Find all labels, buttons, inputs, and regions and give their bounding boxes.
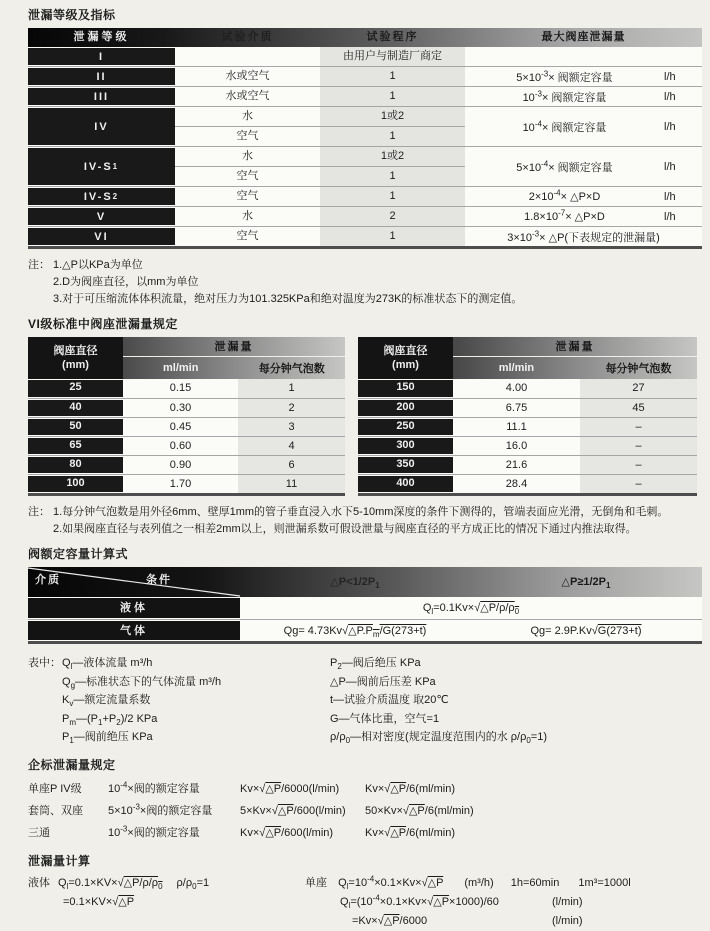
header-test-medium: 试验介质	[221, 31, 274, 43]
max-leakage-cell	[465, 187, 702, 206]
leakage-amount-label: 泄漏量	[453, 337, 697, 357]
diameter-cell: 400	[358, 476, 453, 492]
procedure-cell: 1	[320, 187, 465, 206]
legend-left-lines	[28, 654, 330, 747]
medium-procedure-cells	[175, 67, 465, 86]
liquid-label: 液体	[28, 598, 240, 618]
medium-cell: 空气	[236, 190, 259, 202]
medium-cell: 水	[242, 150, 253, 162]
valve-type-label: 套筒、双座	[28, 804, 83, 817]
gas-formula-1: $Qg= 4.73Kv√\triangle P.P_m/G(273+t)$	[283, 625, 427, 640]
diameter-cell: 40	[28, 400, 123, 416]
grade-cell: IV-S 2	[28, 188, 175, 205]
seat-diameter-unit: (mm)	[62, 359, 89, 371]
table-row	[28, 86, 702, 106]
section1-title: 泄漏等级及指标	[28, 8, 116, 22]
leakage-calculation	[28, 874, 702, 931]
table-row	[358, 474, 697, 493]
section4-title: 企标泄漏量规定	[28, 757, 116, 772]
bubbles-cell: 2	[238, 399, 345, 417]
legend-item: $P_2—$阀后绝压 KPa	[330, 657, 421, 672]
max-leakage-formula: $3\times 10^{-3}\times$ △P(下表规定的泄漏量)	[507, 228, 660, 244]
valve-type-label: 单座P IV级	[28, 782, 82, 795]
header-test-procedure: 试验程序	[366, 31, 419, 43]
sub-row	[175, 207, 465, 226]
table-row	[358, 436, 697, 455]
medium-label: 介质	[35, 574, 61, 586]
legend-item: t—试验介质温度 取20℃	[330, 694, 449, 706]
max-leakage-cell	[465, 47, 702, 66]
header-seat-diameter	[358, 337, 453, 379]
ml-min-cell: 6.75	[505, 402, 528, 414]
gas-label: 气体	[28, 621, 240, 640]
leakage-subheaders	[453, 357, 697, 379]
table-row	[28, 474, 345, 493]
unit-label: l/h	[664, 160, 676, 173]
rated-capacity-formula: $10^{-3}\times$阀的额定容量	[108, 823, 200, 839]
max-leakage-formula: $5\times 10^{-4}\times$ 阀额定容量	[516, 158, 613, 174]
note-label: 注：	[28, 506, 50, 518]
legend-item: $Q_l—$液体流量 m³/h	[62, 657, 153, 672]
diameter-cell: 80	[28, 457, 123, 473]
ml-min-cell: 0.30	[169, 402, 192, 414]
max-leakage-cell	[465, 87, 702, 106]
table-row	[28, 206, 702, 226]
standard-row	[28, 822, 702, 844]
bubbles-cell: –	[580, 475, 697, 493]
medium-cell: 水	[242, 210, 253, 222]
table-row	[28, 146, 702, 186]
procedure-cell: 2	[320, 207, 465, 226]
single-seat-label: 单座	[305, 876, 327, 889]
max-leakage-cell	[465, 227, 702, 246]
bubbles-cell: 1	[238, 379, 345, 398]
leakage-amount-label: 泄漏量	[123, 337, 345, 357]
grade-cell: VI	[28, 228, 175, 245]
medium-procedure-cells	[175, 47, 465, 66]
sub-row	[175, 47, 465, 66]
legend-right-column	[330, 654, 702, 747]
liquid-calc-formula1: $Q_l=0.1\times KV\times√\triangle P/\rho/\rho_0$	[58, 876, 163, 891]
max-leakage-formula: $10^{-3}\times$ 阀额定容量	[522, 88, 607, 104]
ml-min-cell: 0.15	[169, 382, 192, 394]
rated-capacity-table	[28, 567, 702, 644]
condition1-header: $\triangle P<1/2P_1$	[330, 576, 380, 591]
legend-item: $Q_g—$标准状态下的气体流量 m³/h	[62, 675, 222, 690]
table-row	[358, 398, 697, 417]
table-row	[28, 455, 345, 474]
liquid-formula: $Q_l=0.1Kv\times√\triangle P/\rho/\rho_0$	[422, 602, 520, 617]
seat-diameter-unit: (mm)	[392, 359, 419, 371]
ml-min-cell: 1.70	[169, 478, 192, 490]
header-leakage-group	[123, 337, 345, 379]
diameter-cell: 250	[358, 419, 453, 435]
max-leakage-cell	[465, 107, 702, 146]
bubbles-cell: 27	[580, 379, 697, 398]
medium-procedure-cells	[175, 227, 465, 246]
procedure-cell: 1	[320, 227, 465, 246]
header-seat-diameter	[28, 337, 123, 379]
note-text: 2.如果阀座直径与表列值之一相差2mm以上，则泄漏系数可假设泄量与阀座直径的平方成正比的情况下通过内推法取得。	[53, 523, 637, 535]
note-line	[28, 257, 702, 274]
unit-label: l/h	[664, 210, 676, 223]
liquid-calc-label: 液体	[28, 876, 50, 889]
volume-conversion: 1m³=1000l	[578, 876, 631, 889]
sub-row	[175, 87, 465, 106]
bubbles-cell: –	[580, 456, 697, 474]
medium-cell: 水或空气	[225, 70, 270, 82]
condition2-header: $\triangle P\ge 1/2P_1$	[561, 576, 611, 591]
max-leakage-formula: $10^{-4}\times$ 阀额定容量	[522, 118, 607, 134]
diameter-cell: 100	[28, 476, 123, 492]
note-line	[28, 291, 702, 308]
ml-min-cell: 21.6	[505, 459, 528, 471]
class6-table-left	[28, 337, 345, 496]
rated-capacity-header	[28, 567, 702, 597]
flow-formula-lmin: 5×Kv×√△P/600(l/min)	[240, 804, 346, 817]
legend-item: $K_v—$额定流量系数	[62, 694, 151, 709]
flow-formula-mlmin: Kv×√△P/6(ml/min)	[365, 826, 455, 839]
bubbles-cell: –	[580, 437, 697, 455]
seat-diameter-label: 阀座直径	[383, 345, 428, 357]
max-leakage-cell	[465, 207, 702, 226]
bubbles-cell: 45	[580, 399, 697, 417]
table-row	[28, 186, 702, 206]
ml-min-label: ml/min	[498, 362, 535, 374]
bubbles-cell: 4	[238, 437, 345, 455]
bubbles-cell: –	[580, 418, 697, 436]
legend-item: $P_1—$阀前绝压 KPa	[62, 731, 153, 746]
sub-row	[175, 147, 465, 166]
medium-procedure-cells	[175, 147, 465, 186]
valve-type-label: 三通	[28, 826, 50, 839]
flow-formula-mlmin: Kv×√△P/6(ml/min)	[365, 782, 455, 795]
bubbles-cell: 11	[238, 475, 345, 493]
header-leakage-group	[453, 337, 697, 379]
sub-row	[175, 187, 465, 206]
legend-item: △P—阀前后压差 KPa	[330, 675, 436, 688]
sub-row	[175, 107, 465, 126]
diameter-cell: 350	[358, 457, 453, 473]
table-row	[28, 66, 702, 86]
single-seat-line3	[305, 912, 702, 931]
medium-cell: 空气	[236, 170, 259, 182]
diameter-cell: 25	[28, 380, 123, 397]
liquid-calc-line2: =0.1×KV×√△P	[63, 895, 135, 908]
medium-procedure-cells	[175, 87, 465, 106]
diagonal-header-cell	[28, 567, 240, 597]
procedure-cell: 1	[320, 87, 465, 106]
ml-min-label: ml/min	[162, 362, 199, 374]
unit-label: l/h	[664, 120, 676, 133]
class6-table-right-header	[358, 337, 697, 379]
table-row	[28, 417, 345, 436]
unit-label: l/h	[664, 190, 676, 203]
enterprise-standard-rows	[28, 778, 702, 844]
flow-formula-lmin: Kv×√△P/6000(l/min)	[240, 782, 340, 795]
medium-cell: 水或空气	[225, 90, 270, 102]
procedure-cell: 1或2	[320, 107, 465, 126]
grade-cell: I	[28, 48, 175, 65]
bubbles-per-min-label: 每分钟气泡数	[258, 363, 325, 375]
medium-cell	[175, 47, 320, 66]
leakage-class-table	[28, 28, 702, 249]
leakage-class-table-header	[28, 28, 702, 47]
note-line	[28, 521, 702, 538]
bubbles-cell: 3	[238, 418, 345, 436]
grade-cell: IV-S 1	[28, 148, 175, 185]
procedure-cell: 1	[320, 167, 465, 186]
section5-title: 泄漏量计算	[28, 853, 91, 868]
leakage-subheaders	[123, 357, 345, 379]
diameter-cell: 150	[358, 380, 453, 397]
ml-min-cell: 0.45	[169, 421, 192, 433]
liquid-row	[28, 597, 702, 619]
symbol-legend	[28, 654, 702, 747]
note-text: 1.每分钟气泡数是用外径6mm、壁厚1mm的管子垂直浸入水下5-10mm深度的条件下测得的，管端表面应光滑，无倒角和毛刺。	[53, 506, 669, 518]
rated-capacity-formula: $5\times 10^{-3}\times$阀的额定容量	[108, 801, 213, 817]
note-text: 1.△P以KPa为单位	[53, 259, 143, 271]
bubbles-cell: 6	[238, 456, 345, 474]
procedure-cell: 1	[320, 67, 465, 86]
class6-table-right	[358, 337, 697, 496]
grade-cell: III	[28, 88, 175, 105]
class6-leakage-tables	[28, 337, 702, 496]
procedure-cell: 1	[320, 127, 465, 146]
max-leakage-formula: $5\times 10^{-3}\times$ 阀额定容量	[516, 68, 613, 84]
table-row	[28, 106, 702, 146]
legend-item: $\rho/\rho_0—$相对密度(规定温度范围内的水 $\rho/\rho_0=1$)	[330, 731, 547, 746]
sub-row	[175, 227, 465, 246]
sub-row	[175, 126, 465, 146]
max-leakage-formula: $1.8\times 10^{-7}\times$ △P×D	[524, 208, 605, 223]
medium-cell: 空气	[236, 130, 259, 142]
medium-procedure-cells	[175, 207, 465, 226]
sub-row	[175, 67, 465, 86]
single-seat-line2	[305, 893, 702, 912]
unit-label: l/h	[664, 70, 676, 83]
unit-label: l/h	[664, 90, 676, 103]
table-row	[358, 455, 697, 474]
single-seat-formula1: $Q_l=10^{-4}\times 0.1\times Kv\times√\triangle P$	[338, 873, 444, 891]
legend-left-column	[28, 654, 330, 747]
table-row	[28, 379, 345, 398]
medium-cell: 空气	[236, 230, 259, 242]
sub-row	[175, 166, 465, 186]
ml-min-cell: 11.1	[506, 421, 527, 433]
ml-min-cell: 0.60	[169, 440, 192, 452]
grade-cell: IV	[28, 108, 175, 145]
gas-formula-2: Qg= 2.9P.Kv√G(273+t)	[530, 625, 642, 637]
table-row	[28, 436, 345, 455]
class6-table-left-body	[28, 379, 345, 493]
table-row	[28, 47, 702, 66]
diameter-cell: 200	[358, 400, 453, 416]
note-line	[28, 274, 702, 291]
gas-row	[28, 619, 702, 641]
relative-density-value: $\rho/\rho_0=1$	[176, 876, 210, 891]
note-label: 注：	[28, 259, 50, 271]
liquid-calc-line1	[28, 874, 305, 893]
table2-notes	[28, 504, 702, 538]
grade-cell: V	[28, 208, 175, 225]
grade-cell: II	[28, 68, 175, 85]
standard-row	[28, 778, 702, 800]
medium-cell: 水	[242, 110, 253, 122]
ml-min-cell: 4.00	[505, 382, 528, 394]
liquid-calculation-block	[28, 874, 305, 931]
note-text: 2.D为阀座直径，以mm为单位	[53, 276, 199, 288]
legend-item: $P_m—(P_1+P_2)/2$ KPa	[62, 712, 158, 727]
unit-lmin: (l/min)	[552, 914, 583, 927]
ml-min-cell: 28.4	[505, 478, 528, 490]
table1-notes	[28, 257, 702, 308]
legend-item: G—气体比重，空气=1	[330, 712, 440, 725]
bubbles-per-min-label: 每分钟气泡数	[605, 363, 672, 375]
diameter-cell: 300	[358, 438, 453, 454]
header-leakage-grade: 泄漏等级	[73, 31, 130, 43]
header-max-seat-leakage: 最大阀座泄漏量	[541, 31, 626, 43]
table-row	[28, 398, 345, 417]
table-row	[358, 417, 697, 436]
single-seat-formula3: =Kv×√△P/6000	[352, 914, 428, 927]
max-leakage-cell	[465, 67, 702, 86]
diameter-cell: 65	[28, 438, 123, 454]
leakage-class-table-body	[28, 47, 702, 246]
seat-diameter-label: 阀座直径	[53, 345, 98, 357]
max-leakage-cell	[465, 147, 702, 186]
ml-min-cell: 0.90	[169, 459, 192, 471]
procedure-cell: 1或2	[320, 147, 465, 166]
class6-table-right-body	[358, 379, 697, 493]
rated-capacity-formula: $10^{-4}\times$阀的额定容量	[108, 779, 200, 795]
class6-table-left-header	[28, 337, 345, 379]
flow-formula-mlmin: 50×Kv×√△P/6(ml/min)	[365, 804, 474, 817]
diameter-cell: 50	[28, 419, 123, 435]
medium-procedure-cells	[175, 107, 465, 146]
note-line	[28, 504, 702, 521]
single-seat-calculation-block	[305, 874, 702, 931]
section3-title: 阀额定容量计算式	[28, 547, 129, 561]
condition-label: 条件	[146, 574, 172, 586]
flow-formula-lmin: Kv×√△P/600(l/min)	[240, 826, 334, 839]
note-text: 3.对于可压缩流体体积流量，绝对压力为101.325KPa和绝对温度为273K的标准状态下的测定值。	[53, 293, 523, 305]
medium-procedure-cells	[175, 187, 465, 206]
standard-row	[28, 800, 702, 822]
single-seat-line1	[305, 874, 702, 893]
table-row	[28, 226, 702, 246]
ml-min-cell: 16.0	[505, 440, 528, 452]
section2-title: VI级标准中阀座泄漏量规定	[28, 317, 178, 331]
table-row	[358, 379, 697, 398]
max-leakage-formula: $2\times 10^{-4}\times$ △P×D	[528, 188, 601, 203]
legend-label: 表中：	[28, 657, 61, 669]
procedure-cell: 由用户与制造厂商定	[320, 47, 465, 66]
unit-lmin: (l/min)	[552, 895, 583, 908]
hour-conversion: 1h=60min	[510, 876, 560, 889]
single-seat-formula2: $Q_l=(10^{-4}\times 0.1\times Kv\times√\triangle P\times 1000)/60$	[340, 892, 499, 910]
unit-m3h: (m³/h)	[464, 876, 494, 889]
